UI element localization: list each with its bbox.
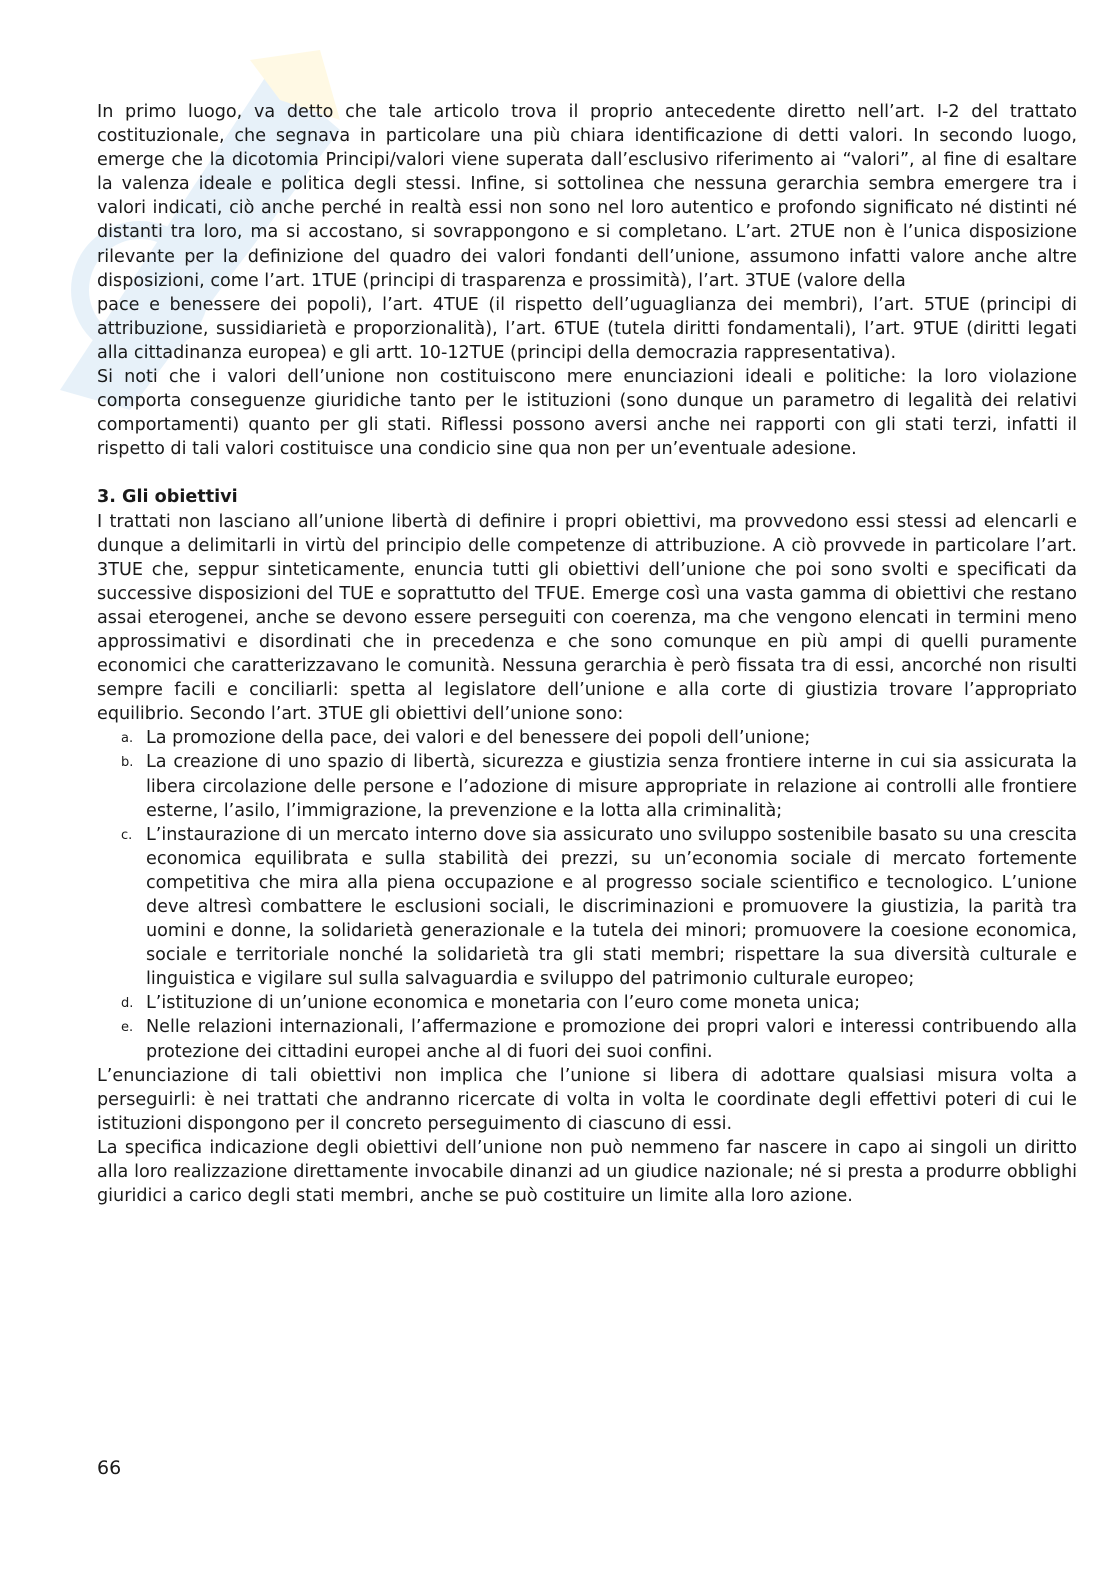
list-item <box>97 991 1077 1015</box>
list-item-text: La promozione della pace, dei valori e del benessere dei popoli dell’unione; <box>146 728 811 749</box>
list-item <box>97 750 1077 822</box>
list-item-text: La creazione di uno spazio di libertà, sicurezza e giustizia senza frontiere interne in cui sia assicurata la libera circolazione delle persone e l’adozione di misure appropriate in relazione ai controlli alle frontiere esterne, l’asilo, l’immigrazione, la prevenzione e la lotta alla criminalità; <box>146 752 1077 821</box>
list-item-text: L’instaurazione di un mercato interno dove sia assicurato uno sviluppo sostenibile basato su una crescita economica equilibrata e sulla stabilità dei prezzi, su un’economia sociale di mercato fortemente competitiva che mira alla piena occupazione e al progresso sociale scientifico e tecnologico. L’unione deve altresì combattere le esclusioni sociali, le discriminazioni e promuovere la giustizia, la parità tra uomini e donne, la solidarietà generazionale e la tutela dei minori; promuovere la coesione economica, sociale e territoriale nonché la solidarietà tra gli stati membri; rispettare la sua diversità culturale e linguistica e vigilare sul sulla salvaguardia e sviluppo del patrimonio culturale europeo; <box>146 824 1077 990</box>
closing-paragraph: L’enunciazione di tali obiettivi non implica che l’unione si libera di adottare qualsiasi misura volta a perseguirli: è nei trattati che andranno ricercate di volta in volta le coordinate degli effettivi poteri di cui le istituzioni dispongono per il concreto perseguimento di ciascuno di essi. <box>97 1065 1077 1134</box>
list-item-text: L’istituzione di un’unione economica e monetaria con l’euro come moneta unica; <box>146 993 861 1014</box>
list-marker: a. <box>121 731 134 747</box>
list-marker: c. <box>121 827 133 843</box>
list-marker: d. <box>121 996 134 1012</box>
intro-paragraph: In primo luogo, va detto che tale articolo trova il proprio antecedente diretto nell’art. I-2 del trattato costituzionale, che segnava in particolare una più chiara identificazione di detti valori. In secondo luogo, emerge che la dicotomia Principi/valori viene superata dall’esclusivo riferimento ai “valori”, al fine di esaltare la valenza ideale e politica degli stessi. Infine, si sottolinea che nessuna gerarchia sembra emergere tra i valori indicati, ciò anche perché in realtà essi non sono nel loro autentico e profondo significato né distinti né distanti tra loro, ma si accostano, si sovrappongono e si completano. L’art. 2TUE non è l’unica disposizione rilevante per la definizione del quadro dei valori fondanti dell’unione, assumono infatti valore anche altre disposizioni, come l’art. 1TUE (principi di trasparenza e prossimità), l’art. 3TUE (valore della <box>97 102 1077 291</box>
section-body: I trattati non lasciano all’unione libertà di definire i propri obiettivi, ma provvedono essi stessi ad elencarli e dunque a delimitarli in virtù del principio delle competenze di attribuzione. A ciò provvede in particolare l’art. 3TUE che, seppur sinteticamente, enuncia tutti gli obiettivi dell’unione che poi sono svolti e specificati da successive disposizioni del TUE e soprattutto del TFUE. Emerge così una vasta gamma di obiettivi che restano assai eterogenei, anche se devono essere perseguiti con coerenza, ma che vengono elencati in termini meno approssimativi e disordinati che in precedenza e che sono comunque en più ampi di quelli puramente economici che caratterizzavano le comunità. Nessuna gerarchia è però fissata tra di essi, ancorché non risulti sempre facili e conciliarli: spetta al legislatore dell’unione e alla corte di giustizia trovare l’appropriato equilibrio. Secondo l’art. 3TUE gli obiettivi dell’unione sono: <box>97 511 1077 725</box>
closing-paragraph: La specifica indicazione degli obiettivi dell’unione non può nemmeno far nascere in capo ai singoli un diritto alla loro realizzazione direttamente invocabile dinanzi ad un giudice nazionale; né si presta a produrre obblighi giuridici a carico degli stati membri, anche se può costituire un limite alla loro azione. <box>97 1137 1077 1207</box>
list-item <box>97 1015 1077 1063</box>
objectives-list <box>97 726 1077 1063</box>
document-page <box>97 100 1077 1208</box>
list-marker: b. <box>121 755 134 771</box>
section-heading: 3. Gli obiettivi <box>97 487 238 508</box>
intro-paragraph: pace e benessere dei popoli), l’art. 4TUE (il rispetto dell’uguaglianza dei membri), l’art. 5TUE (principi di attribuzione, sussidiarietà e proporzionalità), l’art. 6TUE (tutela diritti fondamentali), l’art. 9TUE (diritti legati alla cittadinanza europea) e gli artt. 10-12TUE (principi della democrazia rappresentativa). <box>97 294 1077 363</box>
list-item <box>97 823 1077 992</box>
intro-paragraph: Si noti che i valori dell’unione non costituiscono mere enunciazioni ideali e politiche: la loro violazione comporta conseguenze giuridiche tanto per le istituzioni (sono dunque un parametro di legalità dei relativi comportamenti) quanto per gli stati. Riflessi possono aversi anche nei rapporti con gli stati terzi, infatti il rispetto di tali valori costituisce una condicio sine qua non per un’eventuale adesione. <box>97 367 1077 460</box>
page-number: 66 <box>97 1457 122 1479</box>
list-marker: e. <box>121 1020 134 1036</box>
list-item-text: Nelle relazioni internazionali, l’affermazione e promozione dei propri valori e interessi contribuendo alla protezione dei cittadini europei anche al di fuori dei suoi confini. <box>146 1017 1077 1062</box>
list-item <box>97 726 1077 750</box>
